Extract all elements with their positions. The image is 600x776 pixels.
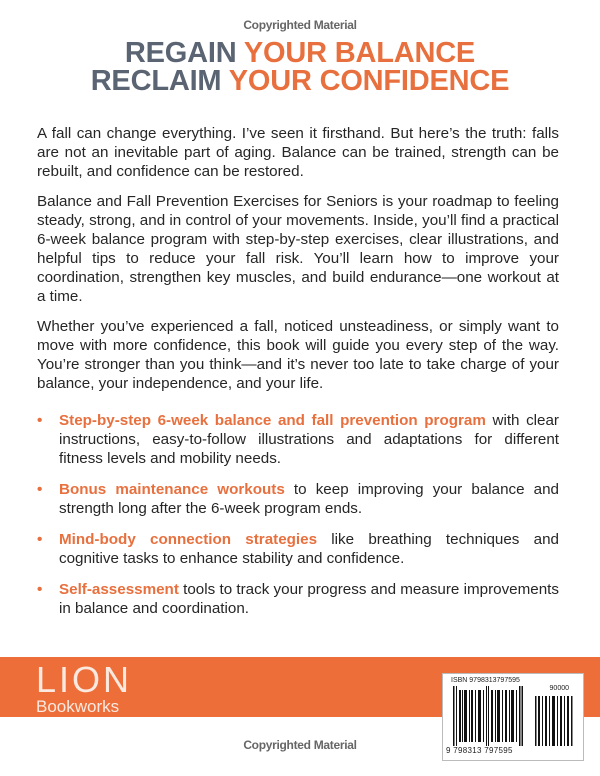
copyright-watermark-top: Copyrighted Material bbox=[243, 18, 357, 32]
isbn-label: ISBN 9798313797595 bbox=[451, 677, 520, 684]
barcode-bars bbox=[453, 686, 523, 746]
feature-highlight: Mind-body connection strategies bbox=[59, 531, 318, 548]
feature-highlight: Self-assessment bbox=[59, 581, 179, 598]
feature-highlight: Bonus maintenance workouts bbox=[59, 481, 285, 498]
feature-text: to keep improving your balance and strength long after the 6-week program ends. bbox=[59, 481, 559, 517]
headline-1-grey: REGAIN bbox=[124, 37, 237, 69]
bullet-icon: • bbox=[37, 531, 43, 548]
paragraph-1: A fall can change everything. I’ve seen it firsthand. But here’s the truth: falls are not an inevitable part of aging. Balance can be trained, strength can be rebuilt, and confidence can be restored. bbox=[37, 125, 559, 180]
feature-text: tools to track your progress and measure improvements in balance and coordination. bbox=[59, 581, 559, 617]
copyright-watermark-bottom: Copyrighted Material bbox=[243, 738, 357, 752]
feature-text: with clear instructions, easy-to-follow illustrations and adaptations for different fitness levels and mobility needs. bbox=[59, 412, 559, 467]
feature-item bbox=[37, 580, 559, 618]
feature-item bbox=[37, 480, 559, 518]
logo-lion: LION bbox=[36, 659, 133, 700]
feature-highlight: Step-by-step 6-week balance and fall prevention program bbox=[59, 412, 486, 429]
description bbox=[37, 124, 559, 404]
feature-item bbox=[37, 411, 559, 468]
bullet-icon: • bbox=[37, 581, 43, 598]
headline-2-grey: RECLAIM bbox=[90, 65, 222, 97]
bullet-icon: • bbox=[37, 412, 43, 429]
paragraph-2: Balance and Fall Prevention Exercises for Seniors is your roadmap to feeling steady, strong, and in control of your movements. Inside, you’ll find a practical 6-week balance program with step-by-step exercises, clear illustrations, and helpful tips to reduce your fall risk. You’ll learn how to improve your coordination, strengthen key muscles, and build endurance—one workout at a time. bbox=[37, 193, 559, 305]
headline-1-orange: YOUR BALANCE bbox=[243, 37, 476, 69]
bullet-icon: • bbox=[37, 481, 43, 498]
barcode-digits: 9 798313 797595 bbox=[446, 746, 513, 755]
publisher-logo bbox=[36, 659, 133, 716]
headline-line-1 bbox=[0, 38, 600, 68]
headline-line-2 bbox=[0, 66, 600, 96]
feature-text: like breathing techniques and cognitive tasks to enhance stability and confidence. bbox=[59, 531, 559, 567]
logo-bookworks: Bookworks bbox=[36, 697, 120, 716]
feature-item bbox=[37, 530, 559, 568]
price-code: 90000 bbox=[549, 685, 569, 692]
feature-list bbox=[37, 411, 559, 630]
paragraph-3: Whether you’ve experienced a fall, noticed unsteadiness, or simply want to move with more confidence, this book will guide you every step of the way. You’re stronger than you think—and it’s never too late to take charge of your balance, your independence, and your life. bbox=[37, 318, 559, 392]
headline-2-orange: YOUR CONFIDENCE bbox=[228, 65, 510, 97]
